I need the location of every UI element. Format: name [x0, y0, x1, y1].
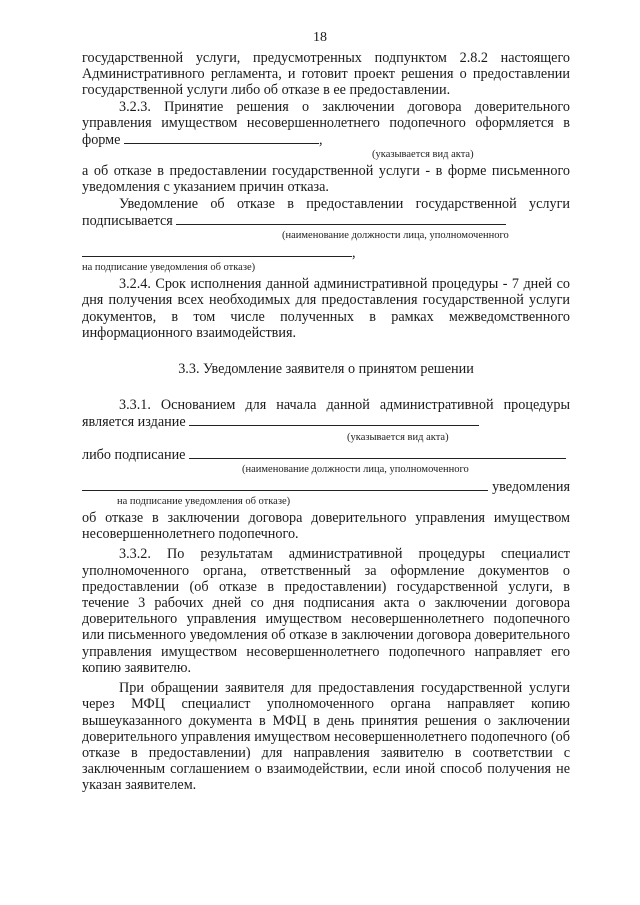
paragraph-3-2-3-text: 3.2.3. Принятие решения о заключении договора доверительного управления имуществом несовершеннолетнего подопечного оформляется в форме	[82, 98, 570, 149]
paragraph-mfc: При обращении заявителя для предоставления государственной услуги через МФЦ специалист уполномоченного органа направляет копию вышеуказанного документа в МФЦ в день принятия решения о заключении доверительного управления имуществом несовершеннолетнего подопечного (об отказе в предоставлении) для направления заявителю в соответствии с заключенным соглашением о взаимодействии, если иной способ получения не указан заявителем.	[82, 680, 570, 794]
paragraph-3-2-3: 3.2.3. Принятие решения о заключении договора доверительного управления имуществом несовершеннолетнего подопечного оформляется в форме ,	[82, 98, 570, 149]
act-type-note: (указывается вид акта)	[372, 149, 474, 161]
paragraph-3-3-1	[82, 397, 570, 430]
official-position-blank	[176, 212, 506, 225]
paragraph-3-3-1-text: 3.3.1. Основанием для начала данной административной процедуры является издание	[82, 397, 570, 431]
signing-note-2: на подписание уведомления об отказе)	[117, 496, 291, 508]
official-position-continuation-row: ,	[82, 244, 362, 261]
paragraph-notice-signed-text: Уведомление об отказе в предоставлении государственной услуги подписывается	[82, 195, 570, 229]
official-position-blank-3	[189, 446, 566, 459]
paragraph-refusal-form: а об отказе в предоставлении государственной услуги - в форме письменного уведомления с указанием причин отказа.	[82, 163, 570, 196]
official-position-note-2: (наименование должности лица, уполномоченного	[242, 463, 469, 475]
document-body	[82, 50, 570, 794]
official-position-note: (наименование должности лица, уполномоченного	[282, 230, 509, 242]
notice-row	[82, 478, 570, 495]
act-type-blank-2	[189, 413, 479, 426]
act-type-blank	[124, 131, 319, 144]
paragraph-notice-signed	[82, 196, 570, 229]
paragraph-3-2-4: 3.2.4. Срок исполнения данной административной процедуры - 7 дней со дня получения всех необходимых для предоставления государственной услуги документов, в том числе полученных в рамках межведомственного информационного взаимодействия.	[82, 276, 570, 341]
signing-label: либо подписание	[82, 446, 186, 463]
notice-label: уведомления	[492, 478, 570, 495]
paragraph-3-3-2: 3.3.2. По результатам административной процедуры специалист уполномоченного органа, ответственный за оформление документов о предоставлении (об отказе в предоставлении) государственной услуги, в течение 3 рабочих дней со дня подписания акта о заключении договора доверительного управления имуществом несовершеннолетнего подопечного или письменного уведомления об отказе в заключении договора доверительного управления имуществом несовершеннолетнего подопечного направляет его копию заявителю.	[82, 546, 570, 676]
official-position-blank-4	[82, 478, 488, 491]
section-title: 3.3. Уведомление заявителя о принятом решении	[178, 361, 474, 378]
paragraph-continuation: государственной услуги, предусмотренных подпунктом 2.8.2 настоящего Административного регламента, и готовит проект решения о предоставлении государственной услуги либо об отказе в ее предоставлении.	[82, 50, 570, 99]
signing-row	[82, 446, 570, 463]
signing-note: на подписание уведомления об отказе)	[82, 262, 256, 274]
official-position-blank-2	[82, 244, 352, 257]
page-number: 18	[313, 30, 327, 45]
act-type-note-2: (указывается вид акта)	[347, 431, 449, 443]
paragraph-refusal-contract: об отказе в заключении договора доверительного управления имуществом несовершеннолетнего подопечного.	[82, 510, 570, 543]
